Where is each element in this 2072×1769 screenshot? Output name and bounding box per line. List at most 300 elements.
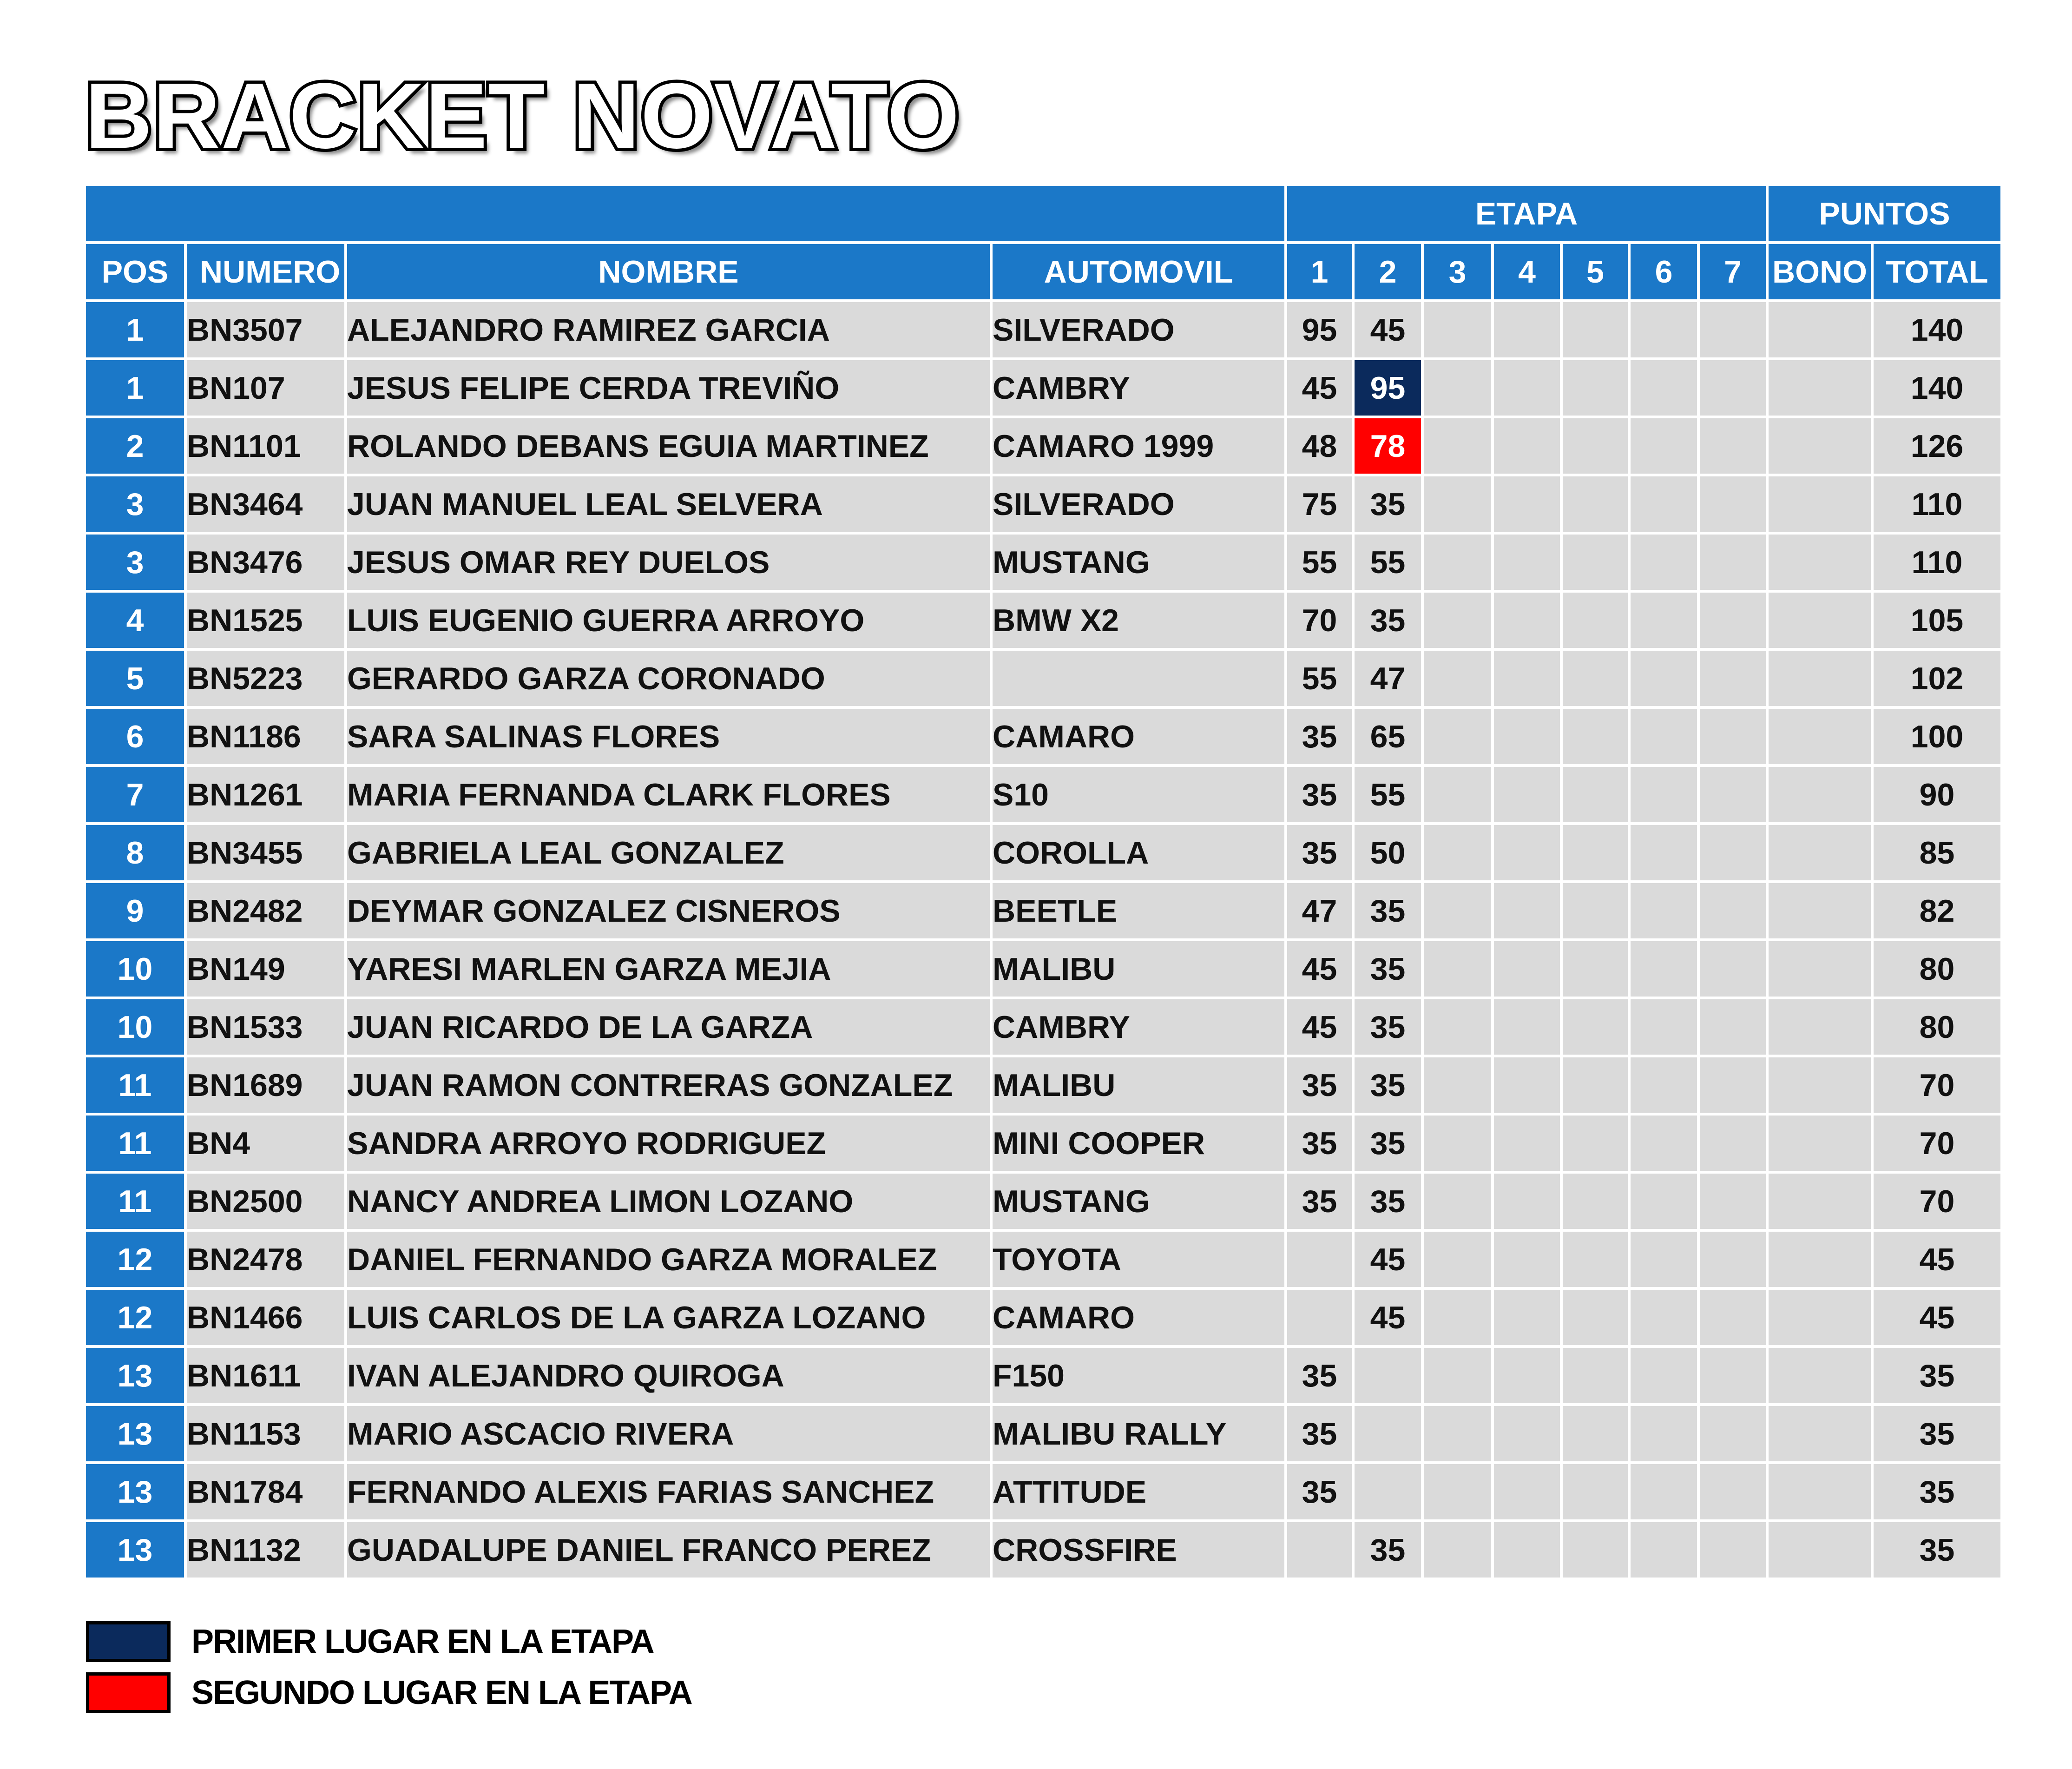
etapa-7-cell xyxy=(1700,360,1766,416)
etapa-1-cell: 45 xyxy=(1287,360,1352,416)
col-header-total: TOTAL xyxy=(1874,244,2000,299)
total-cell: 110 xyxy=(1874,476,2000,532)
numero-cell: BN4 xyxy=(187,1116,344,1171)
col-header-numero: NUMERO xyxy=(187,244,344,299)
etapa-7-cell xyxy=(1700,1057,1766,1113)
etapa-1-cell xyxy=(1287,1522,1352,1578)
etapa-2-cell: 55 xyxy=(1355,767,1421,822)
nombre-cell: GABRIELA LEAL GONZALEZ xyxy=(347,825,990,880)
col-header-etapa-4: 4 xyxy=(1494,244,1560,299)
pos-cell: 13 xyxy=(86,1522,184,1578)
total-cell: 90 xyxy=(1874,767,2000,822)
numero-cell: BN3464 xyxy=(187,476,344,532)
etapa-6-cell xyxy=(1631,1290,1697,1345)
etapa-2-cell: 35 xyxy=(1355,1174,1421,1229)
legend-first-swatch xyxy=(86,1621,171,1662)
etapa-4-cell xyxy=(1494,1464,1560,1519)
table-row xyxy=(86,941,2000,997)
etapa-6-cell xyxy=(1631,883,1697,938)
etapa-5-cell xyxy=(1563,476,1628,532)
nombre-cell: JUAN RICARDO DE LA GARZA xyxy=(347,999,990,1055)
etapa-3-cell xyxy=(1424,1174,1491,1229)
page-title: BRACKET NOVATO xyxy=(85,64,960,168)
etapa-5-cell xyxy=(1563,1522,1628,1578)
table-row xyxy=(86,1116,2000,1171)
etapa-1-cell: 35 xyxy=(1287,709,1352,764)
pos-cell: 4 xyxy=(86,593,184,648)
pos-cell: 12 xyxy=(86,1232,184,1287)
pos-cell: 13 xyxy=(86,1406,184,1461)
automovil-cell: MALIBU xyxy=(993,1057,1284,1113)
etapa-7-cell xyxy=(1700,1348,1766,1403)
bono-cell xyxy=(1769,476,1871,532)
etapa-3-cell xyxy=(1424,1116,1491,1171)
automovil-cell: TOYOTA xyxy=(993,1232,1284,1287)
etapa-5-cell xyxy=(1563,360,1628,416)
pos-cell: 11 xyxy=(86,1174,184,1229)
nombre-cell: LUIS CARLOS DE LA GARZA LOZANO xyxy=(347,1290,990,1345)
numero-cell: BN107 xyxy=(187,360,344,416)
etapa-1-cell: 70 xyxy=(1287,593,1352,648)
automovil-cell: COROLLA xyxy=(993,825,1284,880)
etapa-2-cell: 50 xyxy=(1355,825,1421,880)
table-row xyxy=(86,1406,2000,1461)
col-header-automovil: AUTOMOVIL xyxy=(993,244,1284,299)
table-row xyxy=(86,651,2000,706)
etapa-7-cell xyxy=(1700,825,1766,880)
etapa-2-cell: 35 xyxy=(1355,1057,1421,1113)
table-row xyxy=(86,709,2000,764)
etapa-3-cell xyxy=(1424,1406,1491,1461)
etapa-3-cell xyxy=(1424,767,1491,822)
pos-cell: 7 xyxy=(86,767,184,822)
pos-cell: 11 xyxy=(86,1057,184,1113)
etapa-5-cell xyxy=(1563,999,1628,1055)
etapa-1-cell: 47 xyxy=(1287,883,1352,938)
group-header-puntos: PUNTOS xyxy=(1769,186,2000,241)
group-header-row xyxy=(86,186,2000,241)
etapa-2-cell: 45 xyxy=(1355,1290,1421,1345)
numero-cell: BN1261 xyxy=(187,767,344,822)
bono-cell xyxy=(1769,883,1871,938)
pos-cell: 5 xyxy=(86,651,184,706)
bono-cell xyxy=(1769,651,1871,706)
etapa-3-cell xyxy=(1424,883,1491,938)
etapa-1-cell: 35 xyxy=(1287,1464,1352,1519)
etapa-6-cell xyxy=(1631,767,1697,822)
pos-cell: 6 xyxy=(86,709,184,764)
etapa-3-cell xyxy=(1424,1290,1491,1345)
total-cell: 80 xyxy=(1874,999,2000,1055)
numero-cell: BN1689 xyxy=(187,1057,344,1113)
etapa-4-cell xyxy=(1494,941,1560,997)
automovil-cell: ATTITUDE xyxy=(993,1464,1284,1519)
etapa-6-cell xyxy=(1631,1232,1697,1287)
etapa-7-cell xyxy=(1700,651,1766,706)
etapa-2-cell xyxy=(1355,1406,1421,1461)
numero-cell: BN1153 xyxy=(187,1406,344,1461)
col-header-bono: BONO xyxy=(1769,244,1871,299)
column-header-row xyxy=(86,244,2000,299)
bono-cell xyxy=(1769,1464,1871,1519)
etapa-6-cell xyxy=(1631,1116,1697,1171)
etapa-4-cell xyxy=(1494,1522,1560,1578)
nombre-cell: NANCY ANDREA LIMON LOZANO xyxy=(347,1174,990,1229)
etapa-3-cell xyxy=(1424,360,1491,416)
pos-cell: 9 xyxy=(86,883,184,938)
col-header-pos: POS xyxy=(86,244,184,299)
etapa-5-cell xyxy=(1563,883,1628,938)
nombre-cell: ALEJANDRO RAMIREZ GARCIA xyxy=(347,302,990,357)
standings-body xyxy=(86,302,2000,1578)
table-row xyxy=(86,360,2000,416)
bono-cell xyxy=(1769,1290,1871,1345)
total-cell: 70 xyxy=(1874,1057,2000,1113)
bono-cell xyxy=(1769,535,1871,590)
bono-cell xyxy=(1769,941,1871,997)
pos-cell: 8 xyxy=(86,825,184,880)
etapa-1-cell: 75 xyxy=(1287,476,1352,532)
etapa-3-cell xyxy=(1424,999,1491,1055)
etapa-5-cell xyxy=(1563,1464,1628,1519)
etapa-1-cell: 35 xyxy=(1287,1174,1352,1229)
total-cell: 110 xyxy=(1874,535,2000,590)
etapa-4-cell xyxy=(1494,883,1560,938)
bono-cell xyxy=(1769,1232,1871,1287)
nombre-cell: JUAN MANUEL LEAL SELVERA xyxy=(347,476,990,532)
bono-cell xyxy=(1769,825,1871,880)
etapa-5-cell xyxy=(1563,825,1628,880)
etapa-2-cell: 35 xyxy=(1355,941,1421,997)
nombre-cell: JUAN RAMON CONTRERAS GONZALEZ xyxy=(347,1057,990,1113)
etapa-6-cell xyxy=(1631,302,1697,357)
automovil-cell: MALIBU RALLY xyxy=(993,1406,1284,1461)
etapa-5-cell xyxy=(1563,767,1628,822)
etapa-4-cell xyxy=(1494,1232,1560,1287)
etapa-3-cell xyxy=(1424,1348,1491,1403)
bono-cell xyxy=(1769,1522,1871,1578)
total-cell: 35 xyxy=(1874,1522,2000,1578)
bono-cell xyxy=(1769,999,1871,1055)
standings-table xyxy=(83,183,2003,1580)
total-cell: 70 xyxy=(1874,1116,2000,1171)
nombre-cell: ROLANDO DEBANS EGUIA MARTINEZ xyxy=(347,418,990,474)
etapa-2-cell: 35 xyxy=(1355,1116,1421,1171)
nombre-cell: MARIA FERNANDA CLARK FLORES xyxy=(347,767,990,822)
etapa-2-cell: 35 xyxy=(1355,476,1421,532)
total-cell: 140 xyxy=(1874,360,2000,416)
etapa-2-cell: 45 xyxy=(1355,302,1421,357)
total-cell: 35 xyxy=(1874,1464,2000,1519)
numero-cell: BN1611 xyxy=(187,1348,344,1403)
total-cell: 140 xyxy=(1874,302,2000,357)
etapa-7-cell xyxy=(1700,418,1766,474)
etapa-3-cell xyxy=(1424,825,1491,880)
etapa-7-cell xyxy=(1700,535,1766,590)
numero-cell: BN1784 xyxy=(187,1464,344,1519)
table-row xyxy=(86,825,2000,880)
etapa-6-cell xyxy=(1631,476,1697,532)
automovil-cell: MUSTANG xyxy=(993,535,1284,590)
pos-cell: 10 xyxy=(86,999,184,1055)
etapa-3-cell xyxy=(1424,709,1491,764)
total-cell: 80 xyxy=(1874,941,2000,997)
total-cell: 126 xyxy=(1874,418,2000,474)
nombre-cell: SARA SALINAS FLORES xyxy=(347,709,990,764)
etapa-3-cell xyxy=(1424,593,1491,648)
automovil-cell: CAMARO xyxy=(993,709,1284,764)
etapa-1-cell: 45 xyxy=(1287,999,1352,1055)
etapa-7-cell xyxy=(1700,302,1766,357)
table-row xyxy=(86,476,2000,532)
legend-first-label: PRIMER LUGAR EN LA ETAPA xyxy=(191,1623,654,1660)
etapa-1-cell xyxy=(1287,1290,1352,1345)
etapa-4-cell xyxy=(1494,767,1560,822)
pos-cell: 1 xyxy=(86,302,184,357)
etapa-4-cell xyxy=(1494,1116,1560,1171)
numero-cell: BN2478 xyxy=(187,1232,344,1287)
etapa-4-cell xyxy=(1494,302,1560,357)
bono-cell xyxy=(1769,767,1871,822)
etapa-1-cell: 95 xyxy=(1287,302,1352,357)
numero-cell: BN3476 xyxy=(187,535,344,590)
nombre-cell: SANDRA ARROYO RODRIGUEZ xyxy=(347,1116,990,1171)
etapa-7-cell xyxy=(1700,476,1766,532)
total-cell: 85 xyxy=(1874,825,2000,880)
etapa-4-cell xyxy=(1494,593,1560,648)
etapa-1-cell: 35 xyxy=(1287,1406,1352,1461)
etapa-1-cell: 35 xyxy=(1287,1116,1352,1171)
etapa-4-cell xyxy=(1494,1057,1560,1113)
pos-cell: 11 xyxy=(86,1116,184,1171)
automovil-cell: MALIBU xyxy=(993,941,1284,997)
total-cell: 105 xyxy=(1874,593,2000,648)
etapa-6-cell xyxy=(1631,651,1697,706)
col-header-etapa-7: 7 xyxy=(1700,244,1766,299)
etapa-3-cell xyxy=(1424,941,1491,997)
etapa-7-cell xyxy=(1700,1522,1766,1578)
table-row xyxy=(86,999,2000,1055)
col-header-etapa-6: 6 xyxy=(1631,244,1697,299)
etapa-6-cell xyxy=(1631,941,1697,997)
etapa-7-cell xyxy=(1700,1464,1766,1519)
legend-second-swatch xyxy=(86,1672,171,1713)
total-cell: 82 xyxy=(1874,883,2000,938)
etapa-1-cell xyxy=(1287,1232,1352,1287)
etapa-6-cell xyxy=(1631,1174,1697,1229)
total-cell: 45 xyxy=(1874,1290,2000,1345)
nombre-cell: JESUS FELIPE CERDA TREVIÑO xyxy=(347,360,990,416)
nombre-cell: LUIS EUGENIO GUERRA ARROYO xyxy=(347,593,990,648)
etapa-4-cell xyxy=(1494,1348,1560,1403)
numero-cell: BN149 xyxy=(187,941,344,997)
etapa-4-cell xyxy=(1494,418,1560,474)
total-cell: 70 xyxy=(1874,1174,2000,1229)
etapa-4-cell xyxy=(1494,535,1560,590)
etapa-6-cell xyxy=(1631,999,1697,1055)
etapa-1-cell: 35 xyxy=(1287,1348,1352,1403)
etapa-2-cell xyxy=(1355,1464,1421,1519)
etapa-6-cell xyxy=(1631,360,1697,416)
etapa-1-cell: 35 xyxy=(1287,1057,1352,1113)
automovil-cell: CROSSFIRE xyxy=(993,1522,1284,1578)
etapa-7-cell xyxy=(1700,1406,1766,1461)
group-header-blank xyxy=(86,186,1284,241)
bono-cell xyxy=(1769,1057,1871,1113)
legend-second xyxy=(86,1672,692,1713)
etapa-4-cell xyxy=(1494,825,1560,880)
pos-cell: 12 xyxy=(86,1290,184,1345)
total-cell: 45 xyxy=(1874,1232,2000,1287)
etapa-6-cell xyxy=(1631,1348,1697,1403)
etapa-7-cell xyxy=(1700,941,1766,997)
numero-cell: BN1186 xyxy=(187,709,344,764)
etapa-7-cell xyxy=(1700,1174,1766,1229)
etapa-4-cell xyxy=(1494,360,1560,416)
etapa-6-cell xyxy=(1631,1057,1697,1113)
etapa-7-cell xyxy=(1700,709,1766,764)
automovil-cell: BEETLE xyxy=(993,883,1284,938)
etapa-3-cell xyxy=(1424,1464,1491,1519)
table-row xyxy=(86,535,2000,590)
etapa-2-cell: 95 xyxy=(1355,360,1421,416)
etapa-5-cell xyxy=(1563,535,1628,590)
numero-cell: BN2482 xyxy=(187,883,344,938)
etapa-4-cell xyxy=(1494,476,1560,532)
bono-cell xyxy=(1769,302,1871,357)
etapa-2-cell xyxy=(1355,1348,1421,1403)
numero-cell: BN1533 xyxy=(187,999,344,1055)
nombre-cell: DANIEL FERNANDO GARZA MORALEZ xyxy=(347,1232,990,1287)
pos-cell: 2 xyxy=(86,418,184,474)
pos-cell: 10 xyxy=(86,941,184,997)
numero-cell: BN1466 xyxy=(187,1290,344,1345)
nombre-cell: GERARDO GARZA CORONADO xyxy=(347,651,990,706)
etapa-3-cell xyxy=(1424,302,1491,357)
automovil-cell: SILVERADO xyxy=(993,476,1284,532)
col-header-etapa-2: 2 xyxy=(1355,244,1421,299)
etapa-5-cell xyxy=(1563,941,1628,997)
etapa-3-cell xyxy=(1424,1232,1491,1287)
pos-cell: 1 xyxy=(86,360,184,416)
etapa-7-cell xyxy=(1700,593,1766,648)
etapa-6-cell xyxy=(1631,1406,1697,1461)
numero-cell: BN5223 xyxy=(187,651,344,706)
table-row xyxy=(86,418,2000,474)
pos-cell: 3 xyxy=(86,535,184,590)
automovil-cell: CAMARO 1999 xyxy=(993,418,1284,474)
bono-cell xyxy=(1769,1116,1871,1171)
nombre-cell: IVAN ALEJANDRO QUIROGA xyxy=(347,1348,990,1403)
table-row xyxy=(86,593,2000,648)
etapa-1-cell: 35 xyxy=(1287,767,1352,822)
etapa-3-cell xyxy=(1424,1057,1491,1113)
etapa-7-cell xyxy=(1700,1116,1766,1171)
etapa-2-cell: 35 xyxy=(1355,593,1421,648)
etapa-4-cell xyxy=(1494,1406,1560,1461)
nombre-cell: DEYMAR GONZALEZ CISNEROS xyxy=(347,883,990,938)
etapa-5-cell xyxy=(1563,1057,1628,1113)
etapa-2-cell: 78 xyxy=(1355,418,1421,474)
etapa-6-cell xyxy=(1631,825,1697,880)
table-row xyxy=(86,1290,2000,1345)
etapa-2-cell: 35 xyxy=(1355,883,1421,938)
etapa-2-cell: 35 xyxy=(1355,1522,1421,1578)
etapa-4-cell xyxy=(1494,1174,1560,1229)
table-row xyxy=(86,1057,2000,1113)
etapa-5-cell xyxy=(1563,1232,1628,1287)
etapa-1-cell: 48 xyxy=(1287,418,1352,474)
nombre-cell: FERNANDO ALEXIS FARIAS SANCHEZ xyxy=(347,1464,990,1519)
bono-cell xyxy=(1769,418,1871,474)
legend-first xyxy=(86,1621,654,1662)
automovil-cell: MUSTANG xyxy=(993,1174,1284,1229)
etapa-6-cell xyxy=(1631,709,1697,764)
etapa-5-cell xyxy=(1563,1116,1628,1171)
table-row xyxy=(86,1232,2000,1287)
bono-cell xyxy=(1769,709,1871,764)
automovil-cell: S10 xyxy=(993,767,1284,822)
etapa-5-cell xyxy=(1563,302,1628,357)
numero-cell: BN3507 xyxy=(187,302,344,357)
etapa-2-cell: 65 xyxy=(1355,709,1421,764)
table-row xyxy=(86,1348,2000,1403)
group-header-etapa: ETAPA xyxy=(1287,186,1766,241)
numero-cell: BN3455 xyxy=(187,825,344,880)
numero-cell: BN2500 xyxy=(187,1174,344,1229)
total-cell: 35 xyxy=(1874,1406,2000,1461)
table-row xyxy=(86,883,2000,938)
etapa-1-cell: 55 xyxy=(1287,651,1352,706)
numero-cell: BN1525 xyxy=(187,593,344,648)
pos-cell: 13 xyxy=(86,1348,184,1403)
etapa-3-cell xyxy=(1424,535,1491,590)
etapa-3-cell xyxy=(1424,418,1491,474)
etapa-2-cell: 35 xyxy=(1355,999,1421,1055)
bono-cell xyxy=(1769,1348,1871,1403)
etapa-7-cell xyxy=(1700,1290,1766,1345)
etapa-2-cell: 45 xyxy=(1355,1232,1421,1287)
etapa-7-cell xyxy=(1700,999,1766,1055)
automovil-cell: CAMBRY xyxy=(993,360,1284,416)
etapa-3-cell xyxy=(1424,651,1491,706)
etapa-3-cell xyxy=(1424,476,1491,532)
etapa-6-cell xyxy=(1631,593,1697,648)
numero-cell: BN1101 xyxy=(187,418,344,474)
etapa-5-cell xyxy=(1563,1406,1628,1461)
bono-cell xyxy=(1769,1406,1871,1461)
etapa-4-cell xyxy=(1494,709,1560,764)
pos-cell: 13 xyxy=(86,1464,184,1519)
bono-cell xyxy=(1769,1174,1871,1229)
legend-second-label: SEGUNDO LUGAR EN LA ETAPA xyxy=(191,1674,692,1711)
etapa-5-cell xyxy=(1563,593,1628,648)
table-row xyxy=(86,767,2000,822)
etapa-5-cell xyxy=(1563,651,1628,706)
col-header-etapa-5: 5 xyxy=(1563,244,1628,299)
etapa-5-cell xyxy=(1563,1174,1628,1229)
nombre-cell: JESUS OMAR REY DUELOS xyxy=(347,535,990,590)
automovil-cell: SILVERADO xyxy=(993,302,1284,357)
automovil-cell: BMW X2 xyxy=(993,593,1284,648)
pos-cell: 3 xyxy=(86,476,184,532)
automovil-cell: CAMARO xyxy=(993,1290,1284,1345)
etapa-1-cell: 45 xyxy=(1287,941,1352,997)
etapa-6-cell xyxy=(1631,1464,1697,1519)
etapa-3-cell xyxy=(1424,1522,1491,1578)
nombre-cell: YARESI MARLEN GARZA MEJIA xyxy=(347,941,990,997)
etapa-7-cell xyxy=(1700,1232,1766,1287)
